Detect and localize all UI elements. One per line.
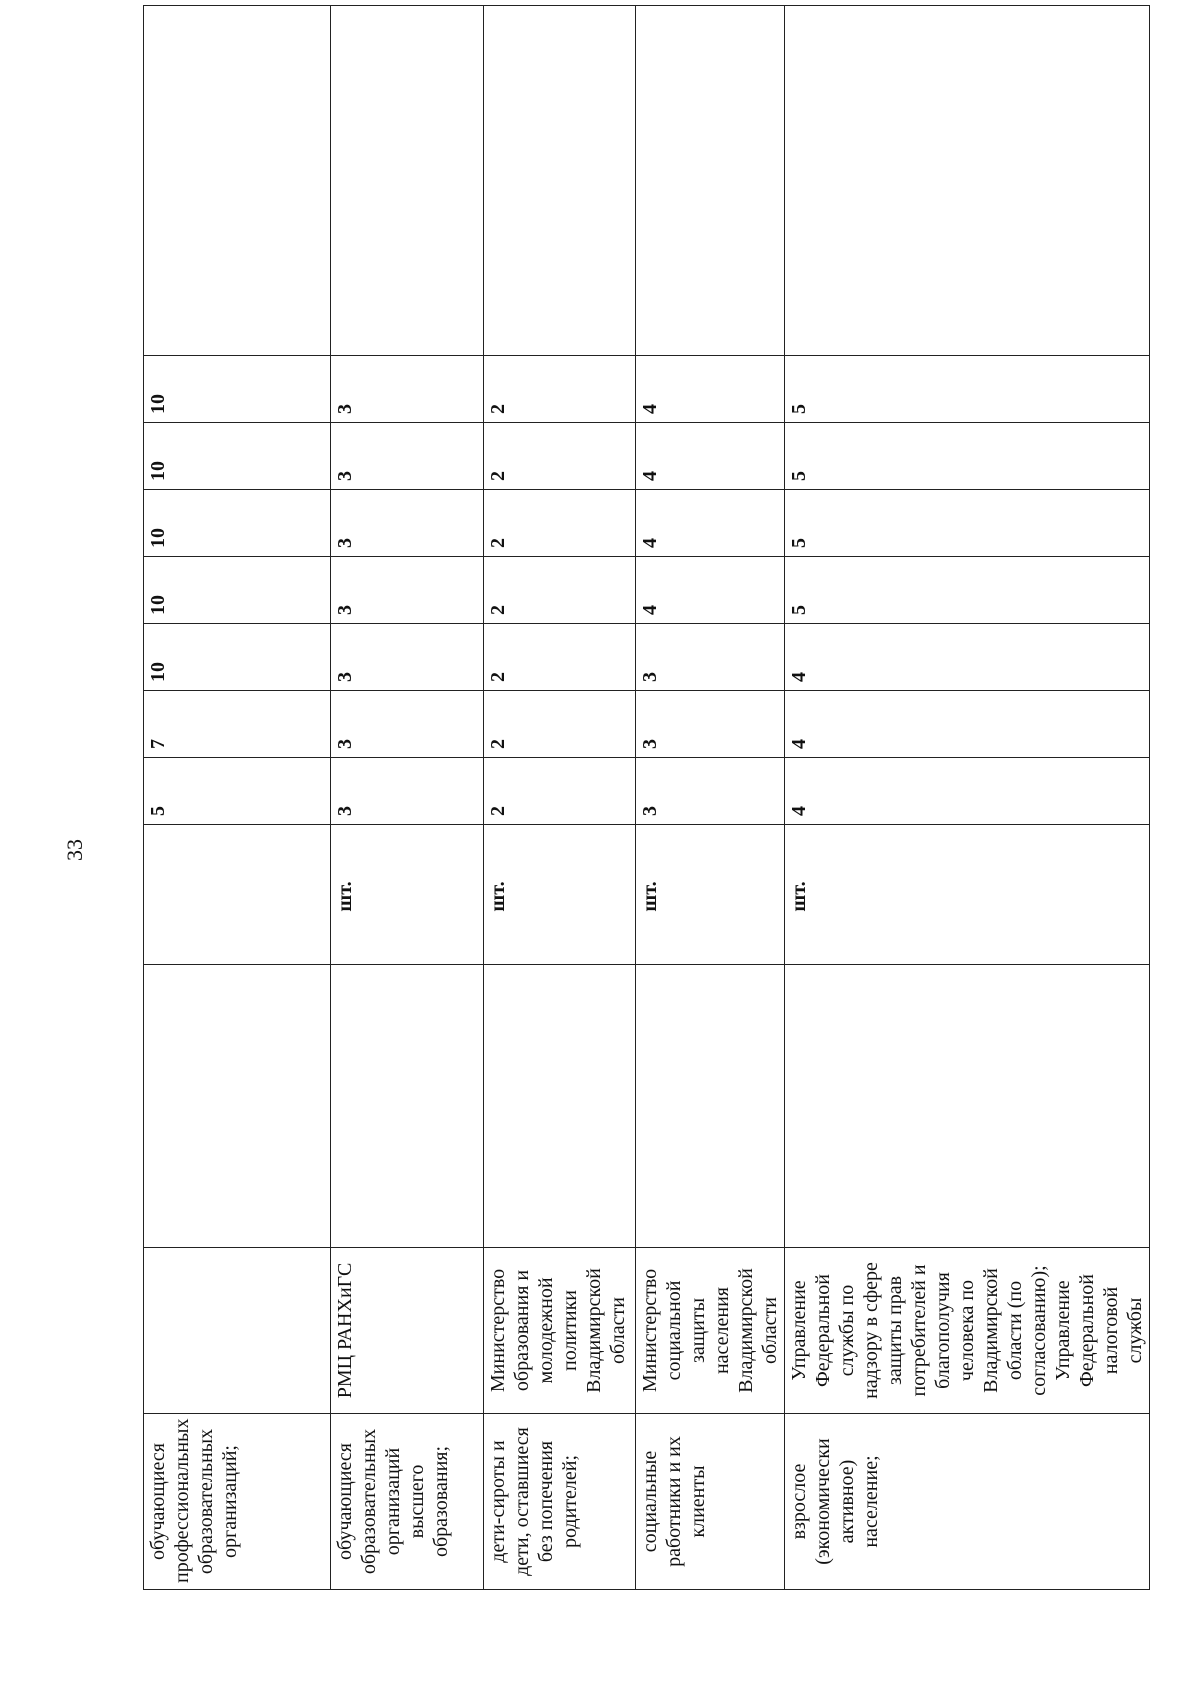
executor-cell: Управление Федеральной службы по надзору в сфере защиты прав потребителей и благополучия человека по Владимирской области (по согласованию); Управление Федеральной налоговой службы	[785, 1248, 1150, 1414]
target-group-cell: социальные работники и их клиенты	[636, 1414, 785, 1590]
value-cell: 2	[484, 691, 636, 758]
unit-cell: шт.	[636, 825, 785, 965]
target-group-cell: дети-сироты и дети, оставшиеся без попечения родителей;	[484, 1414, 636, 1590]
note-cell	[144, 6, 331, 356]
value-cell: 5	[785, 557, 1150, 624]
value-cell: 2	[484, 758, 636, 825]
page-number: 33	[62, 839, 87, 861]
note-cell	[636, 6, 785, 356]
value-cell: 4	[636, 490, 785, 557]
value-cell: 4	[785, 691, 1150, 758]
table-row	[636, 6, 785, 1590]
value-cell: 4	[636, 423, 785, 490]
value-cell: 5	[144, 758, 331, 825]
value-cell: 3	[331, 490, 484, 557]
target-group-cell: взрослое (экономически активное) население;	[785, 1414, 1150, 1590]
data-table	[143, 5, 1150, 1590]
value-cell: 5	[785, 356, 1150, 423]
target-group-cell: обучающиеся образовательных организаций высшего образования;	[331, 1414, 484, 1590]
value-cell: 3	[331, 691, 484, 758]
value-cell: 2	[484, 490, 636, 557]
value-cell: 3	[636, 624, 785, 691]
value-cell: 10	[144, 557, 331, 624]
executor-cell: Министерство социальной защиты населения Владимирской области	[636, 1248, 785, 1414]
value-cell: 2	[484, 423, 636, 490]
executor-cell: Министерство образования и молодежной политики Владимирской области	[484, 1248, 636, 1414]
value-cell: 3	[636, 758, 785, 825]
indicator-cell	[144, 965, 331, 1248]
indicator-cell	[636, 965, 785, 1248]
value-cell: 5	[785, 423, 1150, 490]
note-cell	[785, 6, 1150, 356]
table-body	[144, 6, 1150, 1590]
value-cell: 3	[331, 758, 484, 825]
indicator-cell	[785, 965, 1150, 1248]
unit-cell: шт.	[785, 825, 1150, 965]
executor-cell	[144, 1248, 331, 1414]
unit-cell: шт.	[484, 825, 636, 965]
value-cell: 3	[636, 691, 785, 758]
value-cell: 3	[331, 423, 484, 490]
unit-cell: шт.	[331, 825, 484, 965]
value-cell: 2	[484, 356, 636, 423]
target-group-cell: обучающиеся профессиональных образовательных организаций;	[144, 1414, 331, 1590]
table-row	[484, 6, 636, 1590]
executor-cell: РМЦ РАНХиГС	[331, 1248, 484, 1414]
note-cell	[331, 6, 484, 356]
value-cell: 7	[144, 691, 331, 758]
table-row	[144, 6, 331, 1590]
note-cell	[484, 6, 636, 356]
value-cell: 10	[144, 423, 331, 490]
value-cell: 2	[484, 624, 636, 691]
value-cell: 10	[144, 490, 331, 557]
unit-cell	[144, 825, 331, 965]
value-cell: 2	[484, 557, 636, 624]
value-cell: 3	[331, 624, 484, 691]
table-row	[785, 6, 1150, 1590]
value-cell: 10	[144, 356, 331, 423]
value-cell: 3	[331, 356, 484, 423]
table-row	[331, 6, 484, 1590]
value-cell: 4	[636, 557, 785, 624]
value-cell: 5	[785, 490, 1150, 557]
rotated-table-container	[143, 6, 1146, 1590]
value-cell: 4	[785, 624, 1150, 691]
value-cell: 4	[636, 356, 785, 423]
value-cell: 4	[785, 758, 1150, 825]
value-cell: 3	[331, 557, 484, 624]
indicator-cell	[484, 965, 636, 1248]
indicator-cell	[331, 965, 484, 1248]
value-cell: 10	[144, 624, 331, 691]
